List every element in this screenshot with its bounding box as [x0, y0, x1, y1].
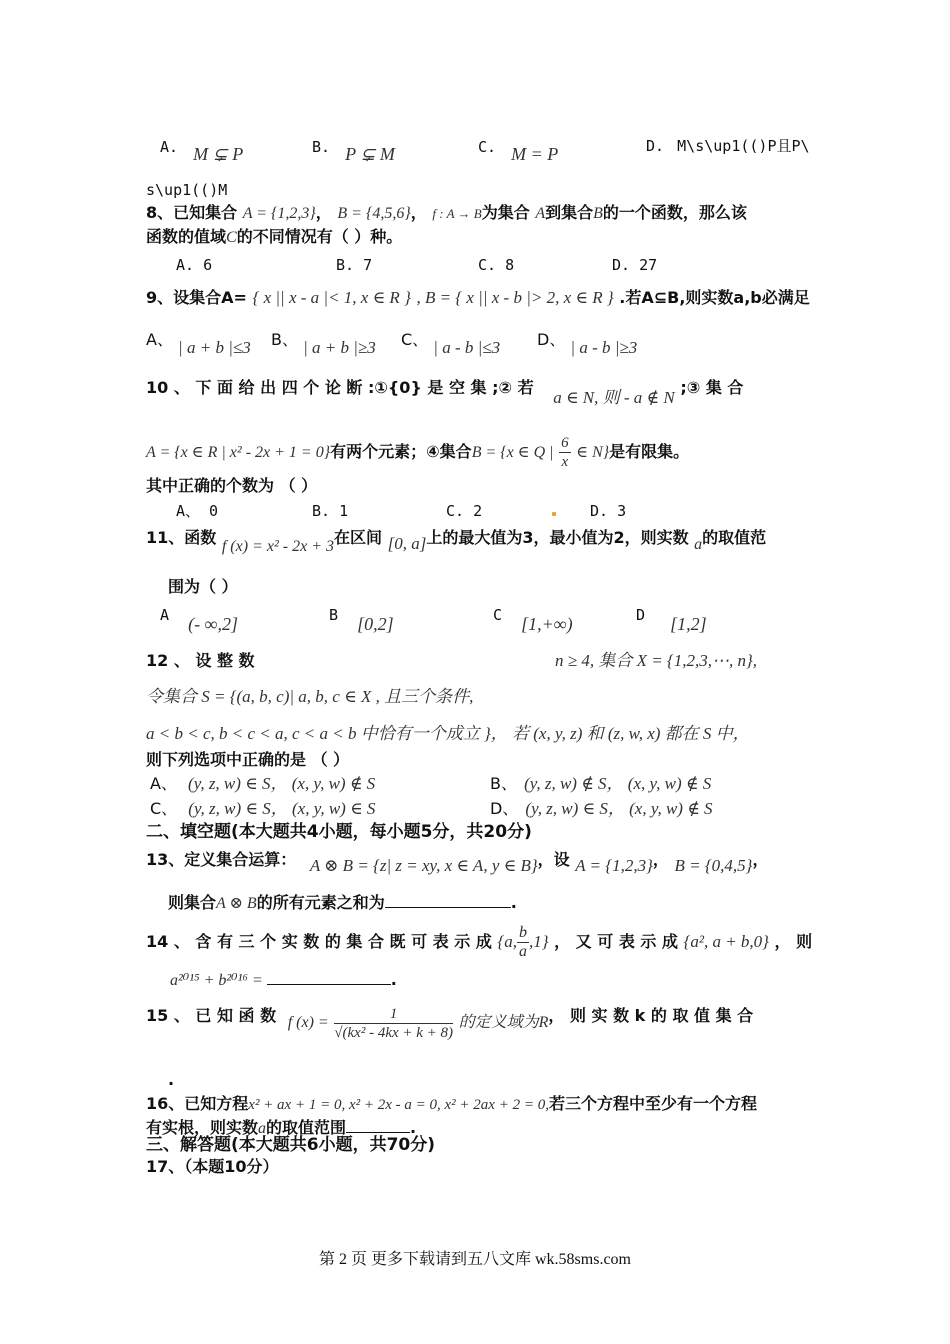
set-b: , B = { x || x - b |> 2, x ∈ R }	[416, 288, 614, 307]
q12-option-d	[490, 799, 713, 819]
power-expr: a²⁰¹⁵ + b²⁰¹⁶ =	[170, 972, 263, 989]
q10-mid: 有两个元素；④集合	[330, 442, 472, 461]
q8-line2-suffix: 的不同情况有（ ）种。	[236, 227, 403, 246]
comma: ，	[752, 850, 769, 869]
option-label: A、	[146, 330, 173, 349]
q10-option-d: D. 3	[590, 502, 627, 520]
q15-line1	[146, 1005, 753, 1051]
q10-option-b: B. 1	[312, 502, 349, 520]
q14-end: ， 则	[774, 932, 813, 951]
q11-option-b	[329, 604, 394, 634]
q13-line2-suffix: 的所有元素之和为	[256, 893, 385, 912]
section-3-heading: 三、解答题(本大题共6小题，共70分)	[146, 1135, 436, 1155]
decorative-dot	[552, 512, 556, 516]
q7-option-d	[646, 136, 810, 156]
math-expr: (y, z, w) ∈ S， (x, y, w) ∉ S	[525, 799, 713, 818]
q12-option-c	[150, 799, 375, 819]
set2: {a², a + b,0}	[683, 932, 769, 951]
fraction-denominator: √(kx² - 4kx + k + 8)	[334, 1025, 454, 1041]
q12-line1: 12 、 设 整 数	[146, 651, 255, 670]
option-label: D.	[646, 137, 665, 155]
q9-option-b	[271, 330, 376, 357]
q13-line1	[146, 850, 769, 875]
q9-option-d	[537, 330, 638, 357]
math-expr: [1,+∞)	[521, 614, 573, 634]
q8-line2	[146, 227, 402, 248]
q9-suffix: .若A⊆B,则实数a,b必满足	[619, 288, 810, 307]
page-footer: 第 2 页 更多下载请到五八文库 wk.58sms.com	[318, 1251, 631, 1268]
option-label: D	[636, 606, 646, 624]
option-label: B、	[490, 774, 517, 793]
comma: ，	[315, 203, 332, 222]
math-expr: (y, z, w) ∈ S， (x, y, w) ∉ S	[188, 774, 376, 793]
q11-prefix: 11、函数	[146, 528, 217, 547]
symbol-c: C	[226, 229, 237, 246]
symbol-a: a	[258, 1120, 267, 1137]
q10-text: 10 、 下 面 给 出 四 个 论 断 :①{0} 是 空 集 ;② 若	[146, 378, 534, 397]
equations: x² + ax + 1 = 0, x² + 2x - a = 0, x² + 2ax + 2 = 0,	[248, 1097, 549, 1113]
q8-text2: 到集合	[545, 203, 594, 222]
q12-set-definition: 令集合 S = {(a, b, c)| a, b, c ∈ X , 且三个条件,	[146, 687, 474, 706]
q16-line2-prefix: 有实根，则实数	[146, 1118, 259, 1137]
q16-line1	[146, 1094, 757, 1115]
operation-expr: A ⊗ B	[216, 895, 257, 912]
answer-blank[interactable]	[346, 1118, 410, 1133]
set-b-prefix: B = {x ∈ Q |	[471, 444, 554, 461]
q16-prefix: 16、已知方程	[146, 1094, 249, 1113]
q14-mid: ， 又 可 表 示 成	[554, 932, 678, 951]
q8-option-d: D. 27	[612, 256, 658, 274]
period: .	[390, 970, 397, 989]
math-expr: (- ∞,2]	[188, 614, 238, 634]
q12-conditions: a < b < c, b < c < a, c < a < b 中恰有一个成立 }， 若 (x, y, z) 和 (z, w, x) 都在 S 中，	[146, 724, 750, 743]
math-expr: M = P	[511, 144, 559, 164]
q13-prefix: 13、定义集合运算：	[146, 850, 297, 869]
q9-line1	[146, 288, 810, 308]
fraction-numerator: 6	[561, 435, 569, 451]
q16-line2-suffix: 的取值范围	[266, 1118, 347, 1137]
option-label: B、	[271, 330, 298, 349]
function-expr: f (x) = x² - 2x + 3	[221, 538, 334, 555]
q11-option-d	[636, 604, 707, 634]
q10-line2	[146, 430, 689, 474]
q10-option-c: C. 2	[446, 502, 483, 520]
q10-line1	[146, 378, 744, 407]
q10-text-end: ;③ 集 合	[680, 378, 744, 397]
period: .	[410, 1118, 417, 1137]
q7-option-c	[478, 136, 559, 164]
set-a: A = {1,2,3}	[242, 205, 316, 222]
math-expr: [0,2]	[357, 614, 394, 634]
q13-line2	[168, 893, 517, 914]
math-expr: M ⊊ P	[193, 144, 244, 164]
symbol-b: B	[593, 205, 603, 222]
math-expr: M\s\up1(()P且P\	[677, 137, 810, 155]
fraction	[334, 1005, 453, 1042]
option-label: C、	[401, 330, 429, 349]
q9-option-c	[401, 330, 501, 357]
option-label: B	[329, 606, 339, 624]
q12-condition: n ≥ 4, 集合 X = {1,2,3,⋯, n},	[555, 651, 758, 670]
q11-text1: 在区间	[333, 528, 382, 547]
q14-line1	[146, 920, 812, 964]
set-b-suffix: ∈ N}	[576, 444, 610, 461]
q15-suffix: ， 则 实 数 k 的 取 值 集 合	[548, 1006, 754, 1025]
set-b: B = {4,5,6}	[337, 205, 411, 222]
q12-option-b	[490, 774, 711, 794]
comma: ，	[410, 203, 427, 222]
q8-option-b: B. 7	[336, 256, 373, 274]
q15-prefix: 15 、 已 知 函 数	[146, 1006, 277, 1025]
math-expr: | a + b |≤3	[178, 338, 251, 357]
q11-text3: 的取值范	[702, 528, 767, 547]
answer-blank[interactable]	[267, 970, 391, 985]
symbol-a: a	[694, 536, 703, 553]
fraction-numerator: b	[518, 924, 527, 941]
fraction	[559, 434, 571, 471]
q8-option-c: C. 8	[478, 256, 515, 274]
fraction-denominator: a	[518, 943, 527, 960]
math-expr: | a + b |≥3	[303, 338, 376, 357]
math-expr: a ∈ N, 则 - a ∉ N	[553, 388, 675, 407]
q11-option-c	[493, 604, 573, 634]
q8-text3: 的一个函数，那么该	[602, 203, 747, 222]
q12-option-a	[150, 774, 375, 794]
option-label: D、	[537, 330, 566, 349]
option-label: B.	[312, 138, 331, 156]
q15-period: .	[168, 1070, 175, 1089]
q9-prefix: 9、设集合A=	[146, 288, 247, 307]
q16-suffix: 若三个方程中至少有一个方程	[548, 1094, 757, 1113]
fraction-numerator: 1	[334, 1005, 453, 1024]
math-expr: | a - b |≤3	[433, 338, 501, 357]
set-b: B = {0,4,5}	[674, 856, 753, 875]
q8-option-a: A. 6	[176, 256, 213, 274]
q17-heading: 17、（本题10分）	[146, 1157, 279, 1176]
answer-blank[interactable]	[385, 893, 511, 908]
option-label: A	[160, 606, 170, 624]
math-expr: [1,2]	[670, 614, 707, 634]
set1-suffix: ,1}	[528, 932, 549, 951]
q11-text2: 上的最大值为3，最小值为2，则实数	[426, 528, 689, 547]
symbol-a: A	[535, 205, 546, 222]
set1-prefix: {a,	[497, 932, 517, 951]
math-expr: P ⊊ M	[345, 144, 395, 164]
q7-option-a	[160, 136, 244, 164]
math-expr: (y, z, w) ∉ S， (x, y, w) ∉ S	[524, 774, 712, 793]
function-suffix: 的定义域为R	[458, 1014, 549, 1031]
set-a: A = {1,2,3}	[575, 856, 653, 875]
q11-line1	[146, 528, 767, 555]
q10-line3: 其中正确的个数为 （ ）	[146, 476, 318, 495]
q13-line2-prefix: 则集合	[168, 893, 217, 912]
q8-line1	[146, 203, 747, 224]
q8-text1: 为集合	[481, 203, 530, 222]
q8-prefix: 8、已知集合	[146, 203, 238, 222]
option-label: D、	[490, 799, 519, 818]
math-expr: (y, z, w) ∈ S， (x, y, w) ∈ S	[188, 799, 376, 818]
option-label: C.	[478, 138, 497, 156]
section-2-heading: 二、填空题(本大题共4小题，每小题5分，共20分)	[146, 822, 532, 842]
q14-prefix: 14 、 含 有 三 个 实 数 的 集 合 既 可 表 示 成	[146, 932, 492, 951]
q8-line2-prefix: 函数的值域	[146, 227, 227, 246]
math-expr: | a - b |≥3	[570, 338, 638, 357]
interval-expr: [0, a]	[387, 534, 427, 553]
fraction	[517, 924, 529, 961]
fraction-denominator: x	[561, 454, 569, 470]
q12-line4: 则下列选项中正确的是 （ ）	[146, 750, 350, 769]
period: .	[510, 893, 517, 912]
option-label: A.	[160, 138, 179, 156]
q10-end: 是有限集。	[609, 442, 690, 461]
function-prefix: f (x) =	[287, 1014, 329, 1031]
q7-option-b	[312, 136, 395, 164]
option-label: C、	[150, 799, 178, 818]
q11-line2: 围为（ ）	[168, 577, 238, 596]
option-label: A、	[150, 774, 177, 793]
map-expr: f : A → B	[432, 206, 482, 221]
q11-option-a	[160, 604, 238, 634]
q14-line2	[170, 970, 397, 991]
set-a: { x || x - a |< 1, x ∈ R }	[252, 288, 411, 307]
comma: ，	[652, 850, 669, 869]
option-label: C	[493, 606, 503, 624]
q7-option-d-tail: s\up1(()M	[146, 181, 228, 199]
q9-option-a	[146, 330, 251, 357]
q10-option-a: A、 0	[176, 502, 219, 520]
q13-text1: ，设	[537, 850, 570, 869]
operation-def: A ⊗ B = {z| z = xy, x ∈ A, y ∈ B}	[309, 856, 538, 875]
set-a: A = {x ∈ R | x² - 2x + 1 = 0}	[146, 444, 331, 461]
